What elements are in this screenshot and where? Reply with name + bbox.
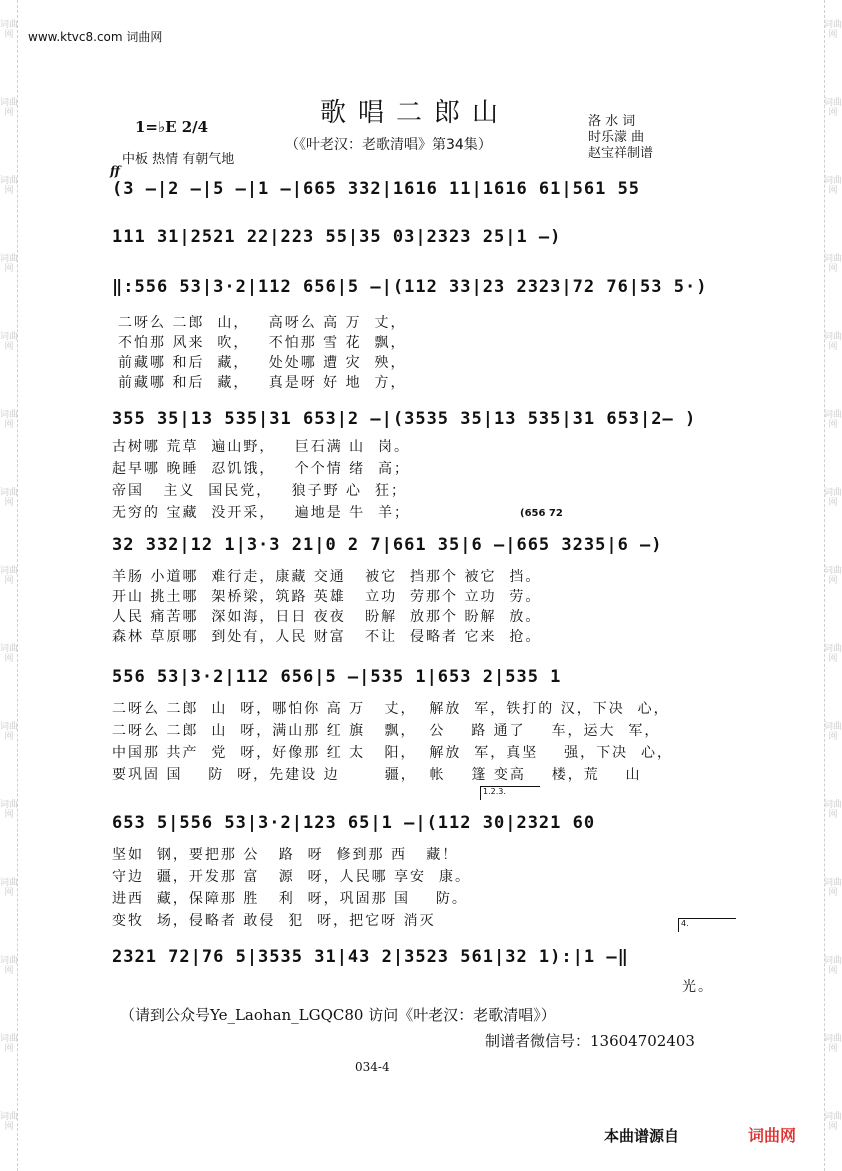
lyric-v3-2: 开山 挑土哪 架桥梁，筑路 英雄 立功 劳那个 立功 劳。 <box>112 589 542 605</box>
lyric-v1-1: 二呀么 二郎 山， 高呀么 高 万 丈， <box>118 315 407 331</box>
score-line-5: 32 332|12 1|3·3 21|0 2 7|661 35|6 –|665 3235|6 –) <box>112 535 663 555</box>
lyric-v1-3: 前藏哪 和后 藏， 处处哪 遭 灾 殃， <box>118 355 407 371</box>
lyric-v1-2: 不怕那 风来 吹， 不怕那 雪 花 飘， <box>118 335 407 351</box>
lyric-v5-3: 进西 藏，保障那 胜 利 呀，巩固那 国 防。 <box>112 891 468 907</box>
lyric-v1-4: 前藏哪 和后 藏， 真是呀 好 地 方， <box>118 375 407 391</box>
lyric-v4-3: 中国那 共产 党 呀，好像那 红 太 阳， 解放 军，真坚 强，下决 心， <box>112 745 674 761</box>
side-watermark-text: 词曲网 <box>824 956 842 976</box>
composer-credit: 时乐濛 曲 <box>588 130 645 145</box>
lyric-v5-2: 守边 疆，开发那 富 源 呀，人民哪 享安 康。 <box>112 869 471 885</box>
footer-note: （请到公众号Ye_Laohan_LGQC80 访问《叶老汉：老歌清唱》） <box>120 1006 556 1024</box>
side-watermark-text: 词曲网 <box>0 332 19 352</box>
arranger-credit: 赵宝祥制谱 <box>588 146 654 161</box>
source-label: 本曲谱源自 <box>604 1127 680 1145</box>
key-signature: 1=♭E 2/4 <box>135 118 209 136</box>
ossia-cue: (656 72 <box>520 508 563 519</box>
lyric-v3-1: 羊肠 小道哪 难行走，康藏 交通 被它 挡那个 被它 挡。 <box>112 569 542 585</box>
volta-bracket-4: 4. <box>678 918 736 932</box>
song-subtitle: （《叶老汉：老歌清唱》第34集） <box>285 137 492 153</box>
side-watermark-text: 词曲网 <box>0 1034 19 1054</box>
side-watermark-text: 词曲网 <box>0 566 19 586</box>
score-line-8: 2321 72|76 5|3535 31|43 2|3523 561|32 1):|1 –‖ <box>112 947 629 967</box>
side-watermark-text: 词曲网 <box>824 722 842 742</box>
side-watermark-text: 词曲网 <box>824 20 842 40</box>
lyric-v2-3: 帝国 主义 国民党， 狼子野 心 狂； <box>112 483 407 499</box>
side-watermark-text: 词曲网 <box>824 800 842 820</box>
lyric-v5-4: 变牧 场，侵略者 敢侵 犯 呀，把它呀 消灭 <box>112 913 436 929</box>
score-line-6: 556 53|3·2|112 656|5 –|535 1|653 2|535 1 <box>112 667 562 687</box>
lyric-v2-1: 古树哪 荒草 遍山野， 巨石满 山 岗。 <box>112 439 411 455</box>
score-line-7: 653 5|556 53|3·2|123 65|1 –|(112 30|2321 60 <box>112 813 596 833</box>
volta-bracket-1-2-3: 1.2.3. <box>480 786 540 800</box>
side-watermark-text: 词曲网 <box>0 722 19 742</box>
lyric-v4-2: 二呀么 二郎 山 呀，满山那 红 旗 飘， 公 路 通了 车，运大 军， <box>112 723 661 739</box>
score-line-2: 111 31|2521 22|223 55|35 03|2323 25|1 –) <box>112 227 562 247</box>
side-watermark-text: 词曲网 <box>0 410 19 430</box>
song-title: 歌唱二郎山 <box>320 98 511 128</box>
tempo-marking: 中板 热情 有朝气地 <box>122 152 235 167</box>
side-watermark-text: 词曲网 <box>0 20 19 40</box>
side-watermark-text: 词曲网 <box>824 254 842 274</box>
side-watermark-text: 词曲网 <box>824 332 842 352</box>
site-header[interactable]: www.ktvc8.com 词曲网 <box>28 30 163 44</box>
lyric-v5-1: 坚如 钢，要把那 公 路 呀 修到那 西 藏！ <box>112 847 459 863</box>
side-watermark-text: 词曲网 <box>824 410 842 430</box>
side-watermark-text: 词曲网 <box>0 488 19 508</box>
score-line-3: ‖:556 53|3·2|112 656|5 –|(112 33|23 2323|72 76|53 5·) <box>112 277 708 297</box>
side-watermark-text: 词曲网 <box>824 98 842 118</box>
score-line-1: (3 –|2 –|5 –|1 –|665 332|1616 11|1616 61|561 55 <box>112 179 641 199</box>
page-number: 034-4 <box>355 1060 390 1074</box>
lyric-final: 光。 <box>682 979 714 995</box>
side-watermark-text: 词曲网 <box>824 878 842 898</box>
side-watermark-text: 词曲网 <box>0 1112 19 1132</box>
dynamics-marking: ff <box>110 164 120 178</box>
side-watermark-text: 词曲网 <box>824 1112 842 1132</box>
side-watermark-text: 词曲网 <box>0 800 19 820</box>
side-watermark-text: 词曲网 <box>0 644 19 664</box>
arranger-wechat: 制谱者微信号：13604702403 <box>485 1032 695 1050</box>
side-watermark-text: 词曲网 <box>0 98 19 118</box>
lyric-v2-4: 无穷的 宝藏 没开采， 遍地是 牛 羊； <box>112 505 411 521</box>
source-brand-link[interactable]: 词曲网 <box>748 1126 797 1145</box>
lyric-v4-1: 二呀么 二郎 山 呀，哪怕你 高 万 丈， 解放 军，铁打的 汉，下决 心， <box>112 701 670 717</box>
side-watermark-text: 词曲网 <box>824 488 842 508</box>
side-watermark-text: 词曲网 <box>0 956 19 976</box>
side-watermark-text: 词曲网 <box>0 254 19 274</box>
side-watermark-text: 词曲网 <box>824 644 842 664</box>
side-watermark-text: 词曲网 <box>0 176 19 196</box>
lyric-v2-2: 起早哪 晚睡 忍饥饿， 个个情 绪 高； <box>112 461 411 477</box>
side-watermark-text: 词曲网 <box>824 566 842 586</box>
score-line-4: 355 35|13 535|31 653|2 –|(3535 35|13 535|31 653|2– ) <box>112 409 697 429</box>
lyric-v3-4: 森林 草原哪 到处有，人民 财富 不让 侵略者 它来 抢。 <box>112 629 542 645</box>
side-watermark-text: 词曲网 <box>0 878 19 898</box>
lyric-v4-4: 要巩固 国 防 呀，先建设 边 疆， 帐 篷 变高 楼，荒 山 <box>112 767 642 783</box>
side-watermark-text: 词曲网 <box>824 176 842 196</box>
side-watermark-text: 词曲网 <box>824 1034 842 1054</box>
lyricist-credit: 洛 水 词 <box>588 114 636 129</box>
lyric-v3-3: 人民 痛苦哪 深如海，日日 夜夜 盼解 放那个 盼解 放。 <box>112 609 542 625</box>
